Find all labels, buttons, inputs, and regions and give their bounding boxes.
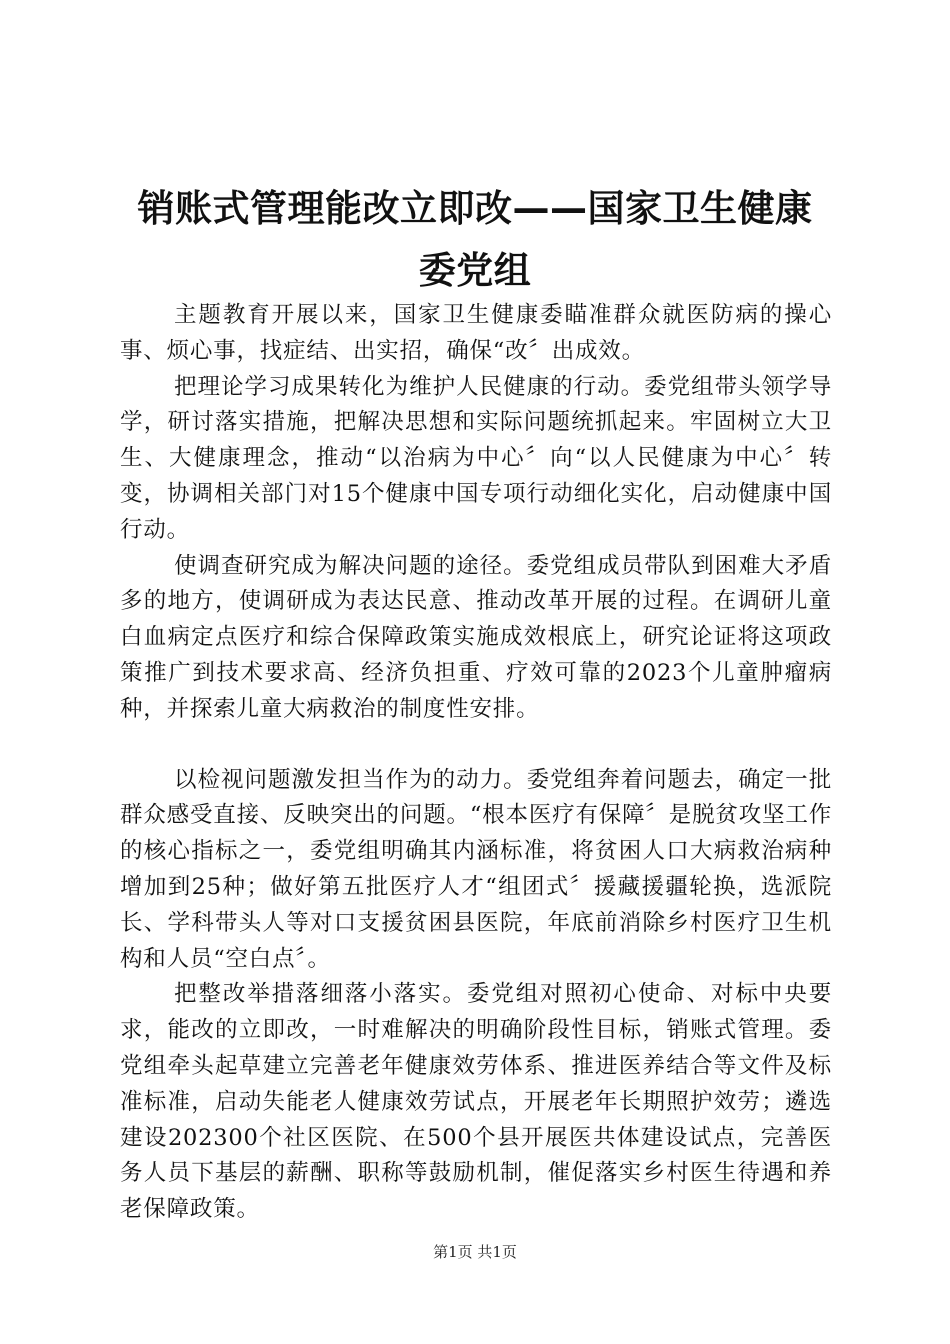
document-body [120,298,832,1228]
page-footer: 第1页 共1页 [433,1243,517,1261]
paragraph-problem-review: 以检视问题激发担当作为的动力。委党组奔着问题去，确定一批群众感受直接、反映突出的问题。“根本医疗有保障〞是脱贫攻坚工作的核心指标之一，委党组明确其内涵标准，将贫困人口大病救治病种增加到25种；做好第五批医疗人才“组团式〞援藏援疆轮换，选派院长、学科带头人等对口支援贫困县医院，年底前消除乡村医疗卫生机构和人员“空白点〞。 [120,766,832,972]
paragraph-rectification: 把整改举措落细落小落实。委党组对照初心使命、对标中央要求，能改的立即改，一时难解决的明确阶段性目标，销账式管理。委党组牵头起草建立完善老年健康效劳体系、推进医养结合等文件及标准标准，启动失能老人健康效劳试点，开展老年长期照护效劳；遴选建设202300个社区医院、在500个县开展医共体建设试点，完善医务人员下基层的薪酬、职称等鼓励机制，催促落实乡村医生待遇和养老保障政策。 [120,981,832,1223]
document-title: 销账式管理能改立即改——国家卫生健康委党组 [137,187,813,292]
paragraph-research: 使调查研究成为解决问题的途径。委党组成员带队到困难大矛盾多的地方，使调研成为表达民意、推动改革开展的过程。在调研儿童白血病定点医疗和综合保障政策实施成效根底上，研究论证将这项政策推广到技术要求高、经济负担重、疗效可靠的2023个儿童肿瘤病种，并探索儿童大病救治的制度性安排。 [120,552,832,722]
paragraph-intro: 主题教育开展以来，国家卫生健康委瞄准群众就医防病的操心事、烦心事，找症结、出实招，确保“改〞出成效。 [120,302,832,364]
paragraph-theory-study: 把理论学习成果转化为维护人民健康的行动。委党组带头领学导学，研讨落实措施，把解决思想和实际问题统抓起来。牢固树立大卫生、大健康理念，推动“以治病为中心〞向“以人民健康为中心〞转变，协调相关部门对15个健康中国专项行动细化实化，启动健康中国行动。 [120,373,832,543]
